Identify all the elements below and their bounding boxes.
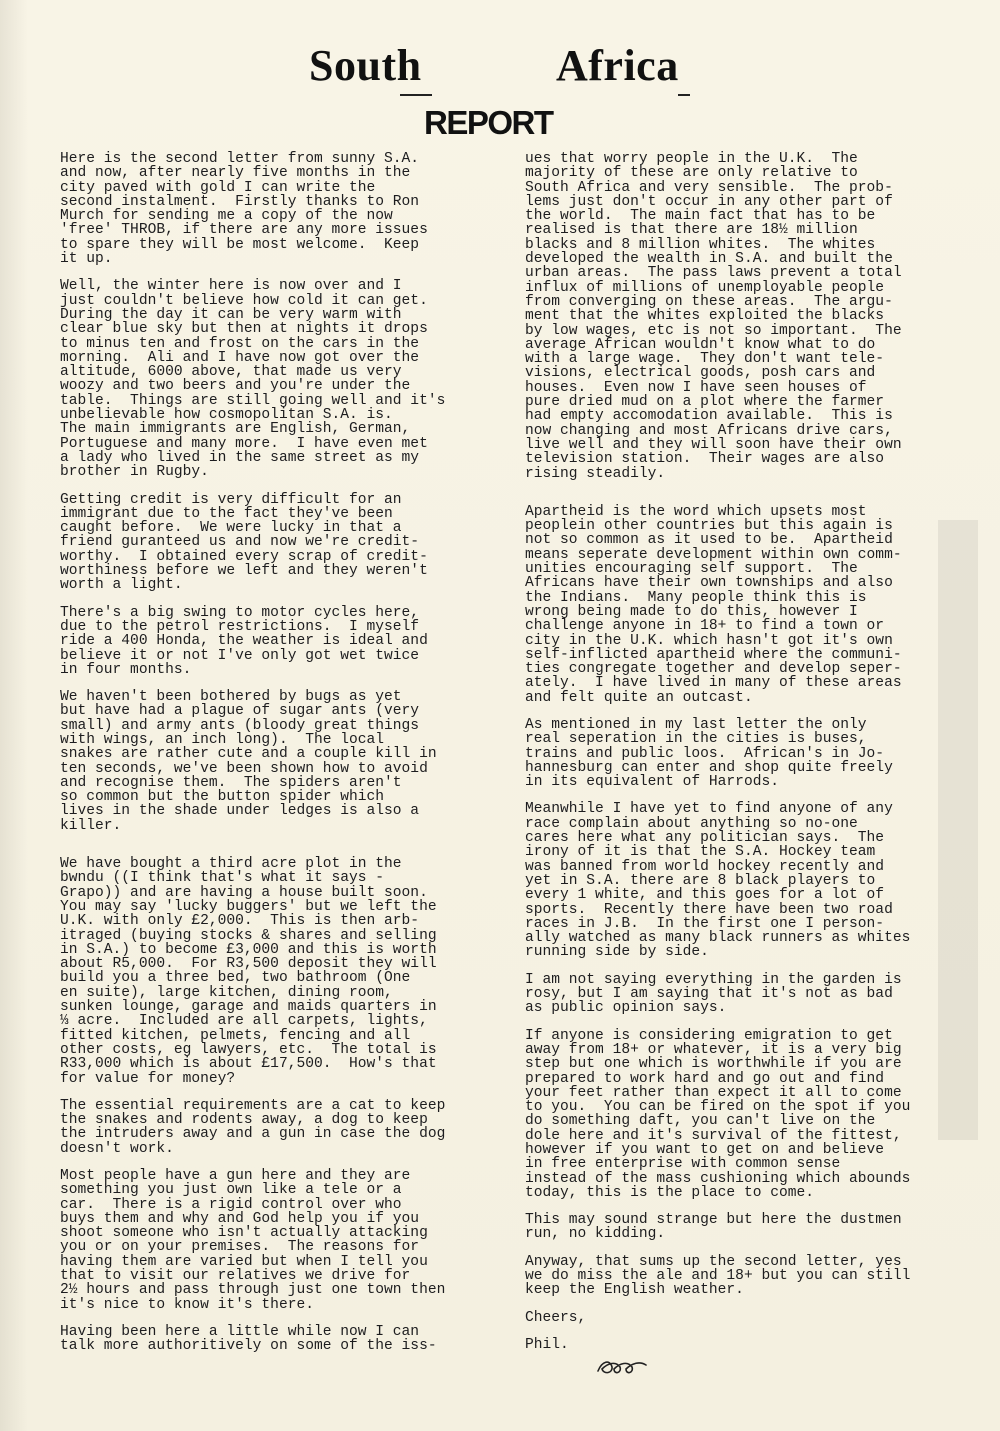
signature-scribble-icon — [594, 1353, 650, 1379]
paragraph-requirements: The essential requirements are a cat to keep the snakes and rodents away, a dog to keep the intruders away and a gun in case the dog doesn't work. — [60, 1097, 446, 1157]
show-through-print — [928, 520, 988, 1140]
title-word-africa: Africa — [556, 41, 679, 90]
paragraph-sign-off: Anyway, that sums up the second letter, yes we do miss the ale and 18+ but you can still keep the English weather. — [525, 1253, 911, 1299]
paragraph-emigration: If anyone is considering emigration to get away from 18+ or whatever, it is a very big step but one which is worthwhile if you are prepared to work hard and go out and find your feet rather than expect it all to come to you. You can be fired on the spot if you do something daft, you can't live on the dole here and it's survival of the fittest, however if you want to get on and believe in free enterprise with common sense instead of the mass cushioning which abounds today, this is the place to come. — [525, 1027, 911, 1201]
right-text-column — [525, 152, 925, 1352]
page-edge-shadow — [0, 0, 28, 1431]
paragraph-bugs: We haven't been bothered by bugs as yet but have had a plague of sugar ants (very small) and army ants (bloody great things with wings, an inch long). The local snakes are rather cute and a couple kill in ten seconds, we've been shown how to avoid and recognise them. The spiders aren't so common but the button spider which lives in the shade under ledges is also a killer. — [60, 689, 437, 834]
paragraph-dustmen: This may sound strange but here the dustmen run, no kidding. — [525, 1212, 902, 1243]
paragraph-authoritively: Having been here a little while now I can talk more authoritively on some of the iss- — [60, 1323, 437, 1355]
article-header — [0, 40, 1000, 150]
paragraph-guns: Most people have a gun here and they are something you just own like a tele or a car. There is a rigid control over who buys them and why and God help you if you shoot someone who isn't actually attacking you or on your premises. The reasons for having them are varied but when I tell you that to visit our relatives we drive for 2½ hours and pass through just one town then it's nice to know it's there. — [60, 1168, 446, 1313]
paragraph-winter: Well, the winter here is now over and I just couldn't believe how cold it can get. During the day it can be very warm with clear blue sky but then at nights it drops to minus ten and frost on the cars in the morning. Ali and I have now got over the altitude, 6000 above, that made us very woozy and two beers and you're under the table. Things are still going well and it's unbelievable how cosmopolitan S.A. is. The main immigrants are English, German, Portuguese and many more. I have even met a lady who lived in the same street as my brother in Rugby. — [60, 278, 446, 481]
paragraph-intro: Here is the second letter from sunny S.A. and now, after nearly five months in the city paved with gold I can write the second instalment. Firstly thanks to Ron Murch for sending me a copy of the now 'free' THROB, if there are any more issues to spare they will be most welcome. Keep it up. — [60, 151, 428, 268]
paragraph-house-plot: We have bought a third acre plot in the bwndu ((I think that's what it says - Grapo)) and are having a house built soon. You may say 'lucky buggers' but we left the U.K. with only £2,000. This is then arb- itraged (buying stocks & shares and selling in S.A.) to become £3,000 and this is worth about R5,000. For R3,500 deposit they will build you a three bed, two bathroom (One en suite), large kitchen, dining room, sunken lounge, garage and maids quarters in ⅓ acre. Included are all carpets, lights, fitted kitchen, pelmets, fencing and all other costs, eg lawyers, etc. The total is R33,000 which is about £17,500. How's that for value for money? — [60, 856, 437, 1087]
paragraph-credit: Getting credit is very difficult for an immigrant due to the fact they've been caught before. We were lucky in that a friend guranteed us and now we're credit- worthy. I obtained every scrap of credit- worthiness before we left and they weren't worth a light. — [60, 491, 428, 594]
paragraph-hockey: Meanwhile I have yet to find anyone of any race complain about anything so no-one cares here what any politician says. The irony of it is that the S.A. Hockey team was banned from world hockey recently and yet in S.A. there are 8 black players to every 1 white, and this goes for a lot of sports. Recently there have been two road races in J.B. In the first one I person- ally watched as many black runners as whites running side by side. — [525, 801, 911, 961]
article-subtitle: REPORT — [424, 104, 553, 141]
sign-name: Phil. — [525, 1336, 569, 1353]
paragraph-seperation: As mentioned in my last letter the only real seperation in the cities is buses, trains and public loos. African's in Jo- hannesburg can enter and shop quite freely in its equivalent of Harrods. — [525, 716, 893, 791]
paragraph-uk-issues: ues that worry people in the U.K. The majority of these are only relative to South Africa and very sensible. The prob- lems just don't occur in any other part of the world. The main fact that has to be realised is that there are 18½ million blacks and 8 million whites. The whites developed the wealth in S.A. and built the urban areas. The pass laws prevent a total influx of millions of unemployable people from converging on these areas. The argu- ment that the whites exploited the blacks by low wages, etc is not so important. The average African wouldn't know what to do with a large wage. They don't want tele- visions, electrical goods, posh cars and houses. Even now I have seen houses of pure dried mud on a plot where the farmer had empty accomodation available. This is now changing and most Africans drive cars, live well and they will soon have their own television station. Their wages are also rising steadily. — [525, 151, 902, 482]
paragraph-apartheid: Apartheid is the word which upsets most peoplein other countries but this again is not so common as it used to be. Apartheid means seperate development within own comm- unities encouraging self support. The Africans have their own townships and also the Indians. Many people think this is wrong being made to do this, however I challenge anyone in 18+ to find a town or city in the U.K. which hasn't got it's own self-inflicted apartheid where the communi- ties congregate together and develop seper- ately. I have lived in many of these areas and felt quite an outcast. — [525, 503, 902, 706]
title-word-south: South — [309, 41, 422, 90]
title-underline-right — [678, 94, 690, 96]
paragraph-motorcycles: There's a big swing to motor cycles here, due to the petrol restrictions. I myself ride a 400 Honda, the weather is ideal and believe it or not I've only got wet twice in four months. — [60, 604, 428, 678]
closing-cheers: Cheers, — [525, 1309, 587, 1326]
paragraph-garden: I am not saying everything in the garden is rosy, but I am saying that it's not as bad as public opinion says. — [525, 971, 902, 1017]
title-underline-left — [400, 94, 432, 96]
left-text-column — [60, 152, 460, 1354]
